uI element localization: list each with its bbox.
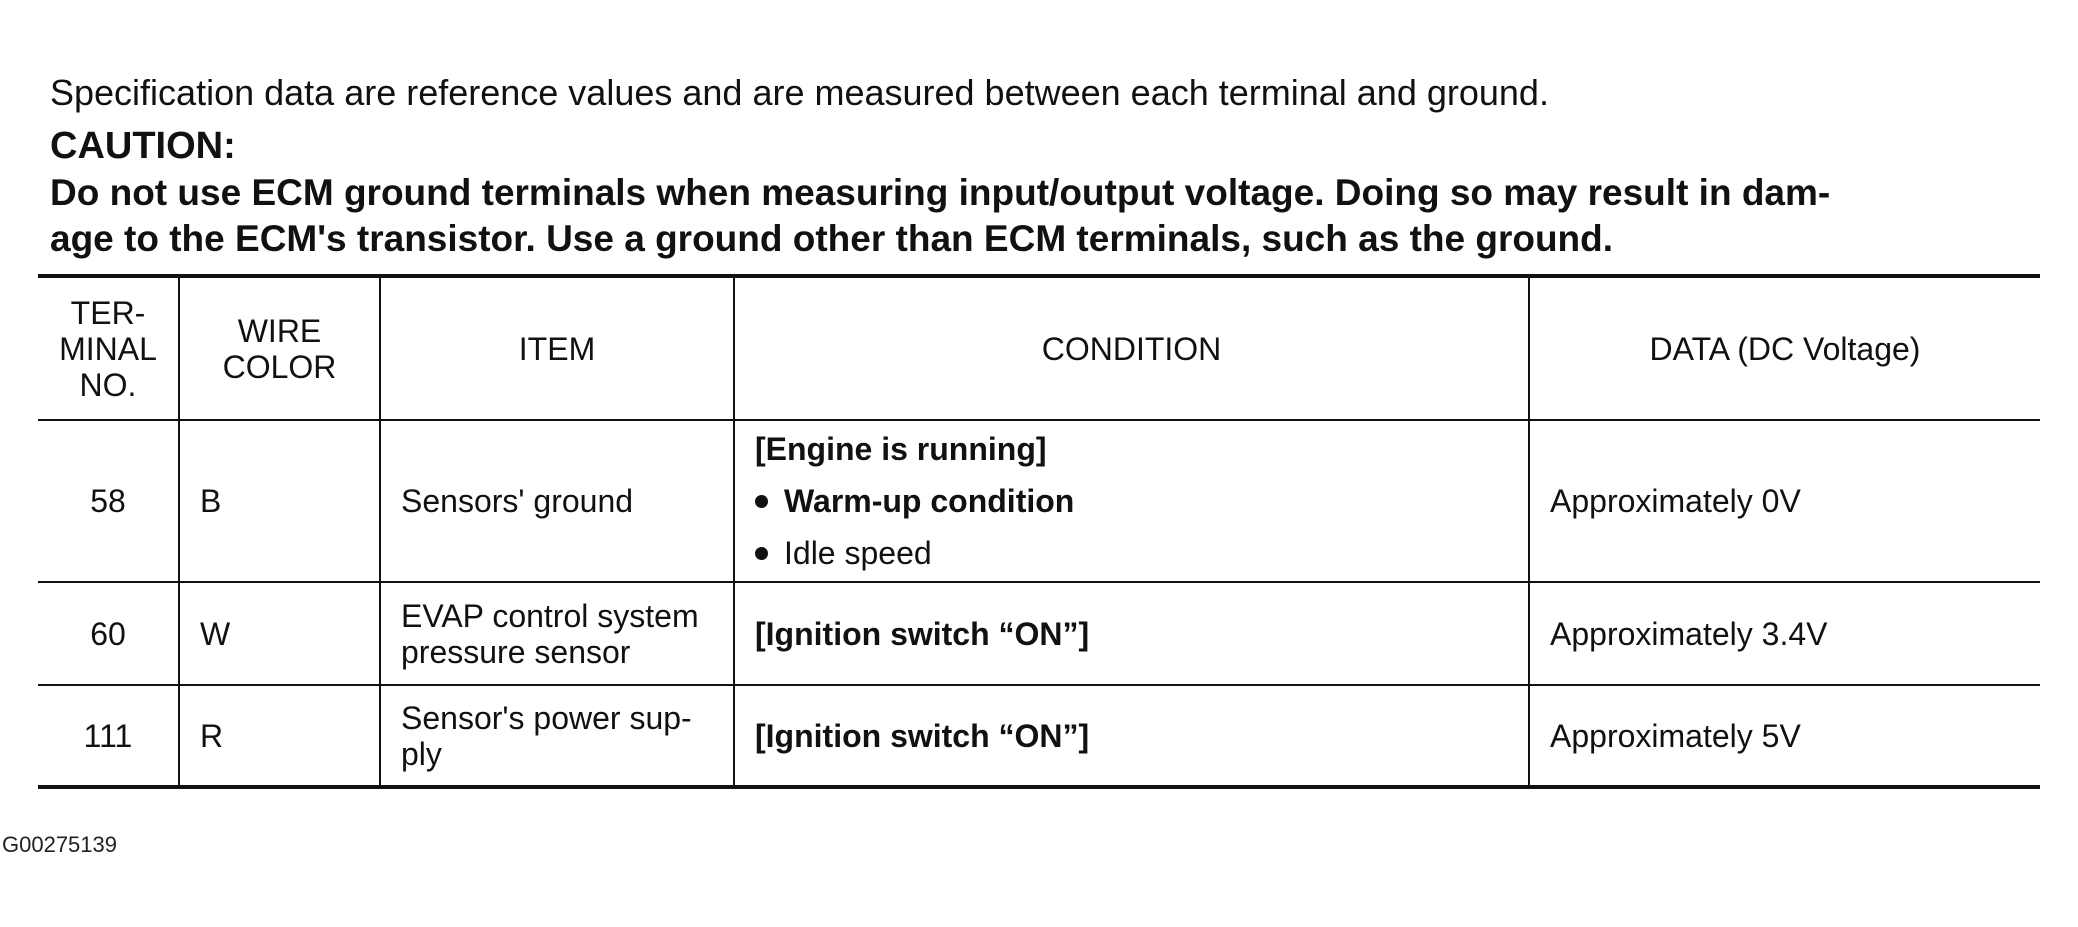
- table-row: [38, 685, 2040, 787]
- data-cell: Approximately 5V: [1529, 685, 2040, 787]
- header-terminal-no: TER- MINAL NO.: [38, 276, 179, 420]
- table-row: [38, 420, 2040, 582]
- terminal-no-cell: 60: [38, 582, 179, 685]
- condition-cell: [Ignition switch “ON”]: [734, 685, 1529, 787]
- figure-id: G00275139: [2, 832, 117, 857]
- intro-text: Specification data are reference values and are measured between each terminal and ground.: [50, 72, 1549, 113]
- data-cell: Approximately 0V: [1529, 420, 2040, 582]
- wire-color-cell: W: [179, 582, 380, 685]
- condition-bullet: Idle speed: [755, 527, 1508, 579]
- header-data: DATA (DC Voltage): [1529, 276, 2040, 420]
- terminal-no-cell: 111: [38, 685, 179, 787]
- caution-text: [50, 170, 2060, 262]
- caution-line-1: Do not use ECM ground terminals when measuring input/output voltage. Doing so may result in dam-: [50, 172, 1831, 213]
- item-cell: Sensor's power sup- ply: [380, 685, 734, 787]
- caution-line-2: age to the ECM's transistor. Use a ground other than ECM terminals, such as the ground.: [50, 218, 1614, 259]
- condition-main: [Engine is running]: [755, 431, 1047, 467]
- item-cell: EVAP control system pressure sensor: [380, 582, 734, 685]
- terminal-spec-table: [38, 274, 2040, 789]
- condition-cell: [734, 420, 1529, 582]
- terminal-no-cell: 58: [38, 420, 179, 582]
- table-header-row: [38, 276, 2040, 420]
- header-wire-color: WIRE COLOR: [179, 276, 380, 420]
- condition-bullet: Warm-up condition: [755, 475, 1508, 527]
- data-cell: Approximately 3.4V: [1529, 582, 2040, 685]
- condition-cell: [Ignition switch “ON”]: [734, 582, 1529, 685]
- header-condition: CONDITION: [734, 276, 1529, 420]
- caution-title: CAUTION:: [50, 125, 236, 167]
- bullet-icon: [755, 495, 768, 508]
- wire-color-cell: B: [179, 420, 380, 582]
- wire-color-cell: R: [179, 685, 380, 787]
- header-item: ITEM: [380, 276, 734, 420]
- table-row: [38, 582, 2040, 685]
- bullet-icon: [755, 547, 768, 560]
- item-cell: Sensors' ground: [380, 420, 734, 582]
